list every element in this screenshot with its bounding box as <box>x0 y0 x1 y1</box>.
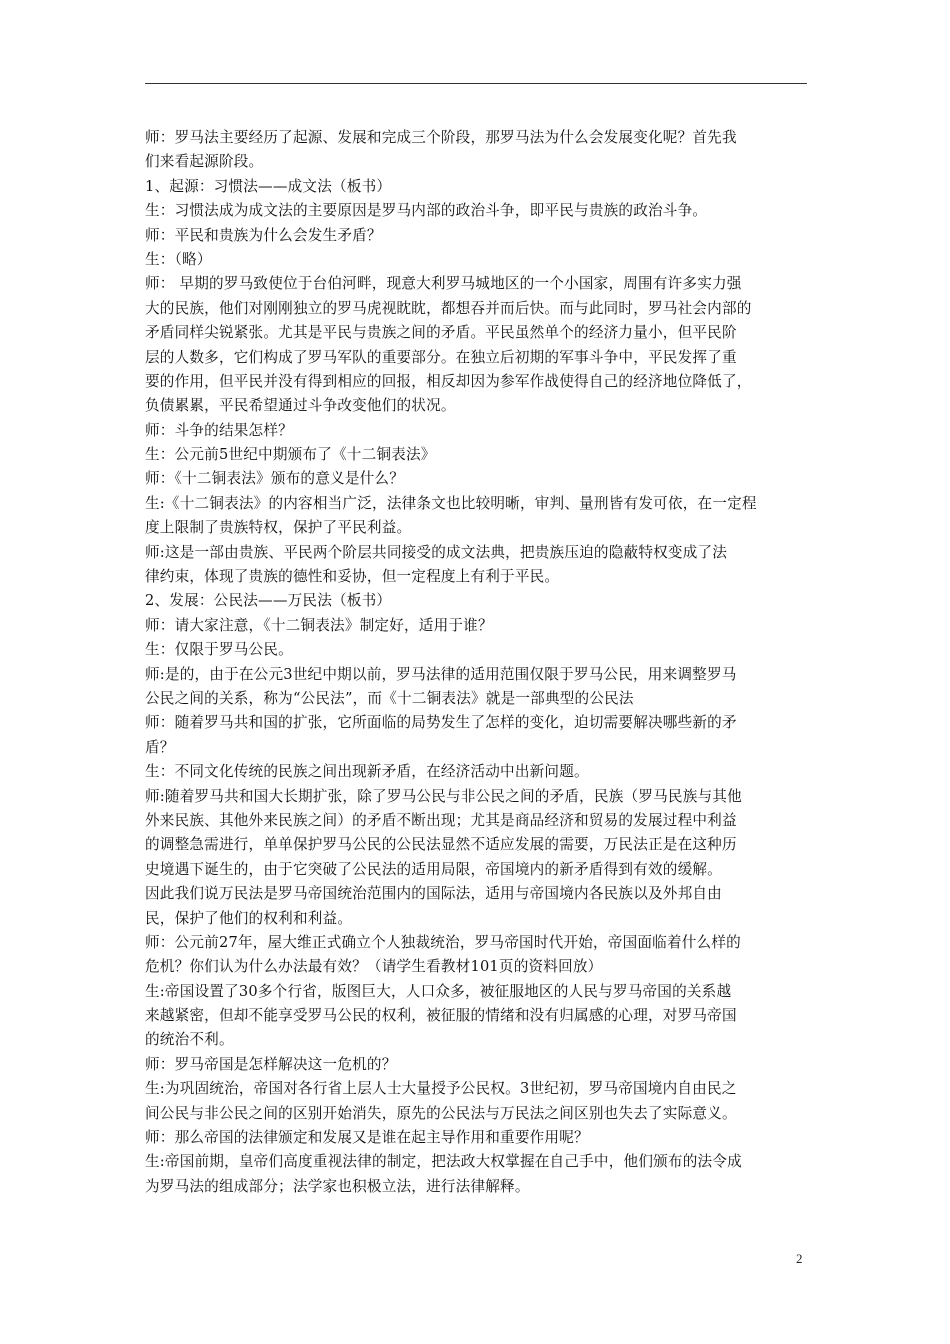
text-line: 师：请大家注意，《十二铜表法》制定好，适用于谁？ <box>145 616 493 634</box>
page-number: 2 <box>796 1251 803 1266</box>
text-line: 师：随着罗马共和国的扩张，它所面临的局势发生了怎样的变化，迫切需要解决哪些新的矛 <box>145 714 737 732</box>
text-line: 律约束，体现了贵族的德性和妥协，但一定程度上有利于平民。 <box>145 568 560 586</box>
header-rule <box>145 83 807 84</box>
text-line: 大的民族，他们对刚刚独立的罗马虎视眈眈，都想吞并而后快。而与此同时，罗马社会内部的 <box>145 299 752 317</box>
text-line: 师：平民和贵族为什么会发生矛盾？ <box>145 226 382 244</box>
text-line: 生：不同文化传统的民族之间出现新矛盾，在经济活动中出新问题。 <box>145 763 589 781</box>
text-line: 2、发展：公民法——万民法（板书） <box>145 592 392 610</box>
text-line: 师：罗马法主要经历了起源、发展和完成三个阶段，那罗马法为什么会发展变化呢？首先我 <box>145 129 737 146</box>
text-line: 外来民族、其他外来民族之间）的矛盾不断出现；尤其是商品经济和贸易的发展过程中利益 <box>145 811 737 829</box>
text-line: 师：罗马帝国是怎样解决这一危机的？ <box>145 1055 397 1073</box>
text-line: 师:是的，由于在公元3世纪中期以前，罗马法律的适用范围仅限于罗马公民，用来调整罗马 <box>145 665 737 683</box>
text-line: 师:随着罗马共和国大长期扩张，除了罗马公民与非公民之间的矛盾，民族（罗马民族与其他 <box>145 787 742 805</box>
text-line: 民，保护了他们的权利和利益。 <box>145 909 353 927</box>
text-line: 来越紧密，但却不能享受罗马公民的权利，被征服的情绪和没有归属感的心理，对罗马帝国 <box>145 1007 737 1025</box>
text-line: 们来看起源阶段。 <box>145 153 264 171</box>
text-line: 生：习惯法成为成文法的主要原因是罗马内部的政治斗争，即平民与贵族的政治斗争。 <box>145 202 708 220</box>
text-line: 生：公元前5世纪中期颁布了《十二铜表法》 <box>145 446 436 464</box>
text-line: 公民之间的关系，称为“公民法”，而《十二铜表法》就是一部典型的公民法 <box>145 689 634 707</box>
text-line: 生:为巩固统治，帝国对各行省上层人士大量授予公民权。3世纪初，罗马帝国境内自由民之 <box>145 1080 737 1098</box>
text-line: 间公民与非公民之间的区别开始消失，原先的公民法与万民法之间区别也失去了实际意义。 <box>145 1104 737 1122</box>
text-line: 师：斗争的结果怎样？ <box>145 421 293 439</box>
text-line: 师：《十二铜表法》颁布的意义是什么？ <box>145 470 404 488</box>
text-line: 生:帝国前期，皇帝们高度重视法律的制定，把法政大权掌握在自己手中，他们颁布的法令成 <box>145 1153 742 1171</box>
text-line: 为罗马法的组成部分；法学家也积极立法，进行法律解释。 <box>145 1177 530 1195</box>
text-line: 生:帝国设置了30多个行省，版图巨大，人口众多，被征服地区的人民与罗马帝国的关系越 <box>145 982 732 1000</box>
text-line: 生：仅限于罗马公民。 <box>145 641 293 659</box>
text-line: 的调整急需进行，单单保护罗马公民的公民法显然不适应发展的需要，万民法正是在这种历 <box>145 836 737 854</box>
text-line: 生:《十二铜表法》的内容相当广泛，法律条文也比较明晰，审判、量刑皆有发可依，在一定程 <box>145 494 757 512</box>
text-line: 矛盾同样尖锐紧张。尤其是平民与贵族之间的矛盾。平民虽然单个的经济力量小，但平民阶 <box>145 324 737 342</box>
text-line: 的统治不利。 <box>145 1031 234 1049</box>
text-line: 负债累累，平民希望通过斗争改变他们的状况。 <box>145 397 456 415</box>
text-line: 危机？你们认为什么办法最有效？（请学生看教材101页的资料回放） <box>145 958 603 976</box>
text-line: 1、起源：习惯法——成文法（板书） <box>145 177 392 195</box>
text-line: 师:这是一部由贵族、平民两个阶层共同接受的成文法典，把贵族压迫的隐蔽特权变成了法 <box>145 543 728 561</box>
text-line: 师：那么帝国的法律颁定和发展又是谁在起主导作用和重要作用呢？ <box>145 1129 589 1147</box>
text-line: 要的作用，但平民并没有得到相应的回报，相反却因为参军作战使得自己的经济地位降低了， <box>145 372 752 390</box>
text-line: 层的人数多，它们构成了罗马军队的重要部分。在独立后初期的军事斗争中，平民发挥了重 <box>145 348 737 366</box>
text-line: 盾？ <box>145 738 175 756</box>
text-line: 生：（略） <box>145 250 212 268</box>
text-line: 因此我们说万民法是罗马帝国统治范围内的国际法，适用与帝国境内各民族以及外邦自由 <box>145 885 722 903</box>
text-line: 史境遇下诞生的，由于它突破了公民法的适用局限，帝国境内的新矛盾得到有效的缓解。 <box>145 860 722 878</box>
document-body <box>145 126 809 1199</box>
text-line: 师：公元前27年，屋大维正式确立个人独裁统治，罗马帝国时代开始，帝国面临着什么样的 <box>145 933 741 951</box>
text-line: 度上限制了贵族特权，保护了平民利益。 <box>145 519 412 537</box>
text-line: 师： 早期的罗马致使位于台伯河畔，现意大利罗马城地区的一个小国家，周围有许多实力强 <box>145 275 742 293</box>
